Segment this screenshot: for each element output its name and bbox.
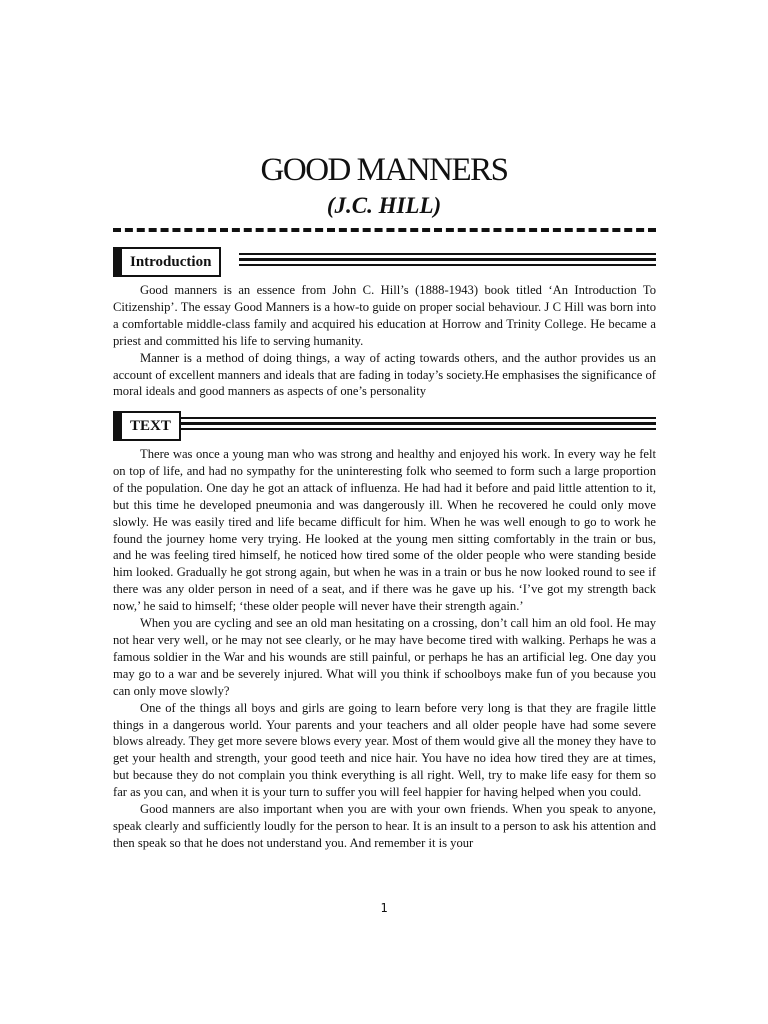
heading-marker	[113, 247, 122, 277]
paragraph: There was once a young man who was strong and healthy and enjoyed his work. In every way he felt on top of life, and had no sympathy for the uninteresting folk who seemed to form such a large proportion of the population. One day he got an attack of influenza. He had had it before and paid little attention to it, but this time he developed pneumonia and was dangerously ill. When he recovered he could only move slowly. He was easily tired and life became difficult for him. When he was well enough to go to work he found the journey home very trying. He looked at the young men sitting comfortably in the train or bus, and he was feeling tired himself, he noticed how tired some of the older people who were standing beside him looked. Gradually he got strong again, but when he was in a train or bus he now looked round to see if there was any older person in need of a seat, and if there was he gave up his. ‘I’ve got my strength back now,’ he said to himself; ‘these older people will never have their strength again.’	[113, 447, 656, 614]
page-number: 1	[380, 901, 388, 915]
text-body	[113, 446, 656, 852]
section-heading-label: Introduction	[122, 247, 221, 277]
section-heading-introduction	[113, 247, 656, 277]
paragraph: Good manners are also important when you are with your own friends. When you speak to anyone, speak clearly and sufficiently loudly for the person to hear. It is an insult to a person to ask his attention and then speak so that he does not understand you. And remember it is your	[113, 802, 656, 850]
page-subtitle: (J.C. HILL)	[326, 193, 442, 218]
paragraph: Manner is a method of doing things, a way of acting towards others, and the author provides us an account of excellent manners and ideals that are fading in today’s society.He emphasises the significance of moral ideals and good manners as aspects of one’s personality	[113, 350, 656, 399]
heading-marker	[113, 411, 122, 441]
paragraph: One of the things all boys and girls are going to learn before very long is that they are fragile little things in a dangerous world. Your parents and your teachers and all older people have had some severe blows already. They get more severe blows every year. Most of them would give all the money they have to get your health and strength, your good teeth and nice hair. You have no idea how tired they are at times, but because they do not complain you think everything is all right. Well, try to make life easy for them so far as you can, and when it is your turn to suffer you will feel happier for having helped when you could.	[113, 700, 656, 800]
heading-rules	[179, 417, 656, 431]
introduction-body	[113, 282, 656, 400]
page-title: GOOD MANNERS	[260, 152, 508, 188]
section-heading-text	[113, 411, 656, 441]
dashed-divider	[113, 228, 656, 232]
paragraph: Good manners is an essence from John C. Hill’s (1888-1943) book titled ‘An Introduction To Citizenship’. The essay Good Manners is a how-to guide on proper social behaviour. J C Hill was born into a comfortable middle-class family and acquired his education at Horrow and Trinity College. He became a priest and committed his life to serving humanity.	[113, 283, 656, 348]
section-heading-label: TEXT	[122, 411, 181, 441]
paragraph: When you are cycling and see an old man hesitating on a crossing, don’t call him an old fool. He may not hear very well, or he may not see clearly, or he may have become tired with walking. Perhaps he was a famous soldier in the War and his wounds are still painful, or perhaps he has an artificial leg. One day you may go to a war and be severely injured. What will you think if schoolboys make fun of you because you can only move slowly?	[113, 616, 656, 698]
heading-rules	[239, 253, 656, 267]
